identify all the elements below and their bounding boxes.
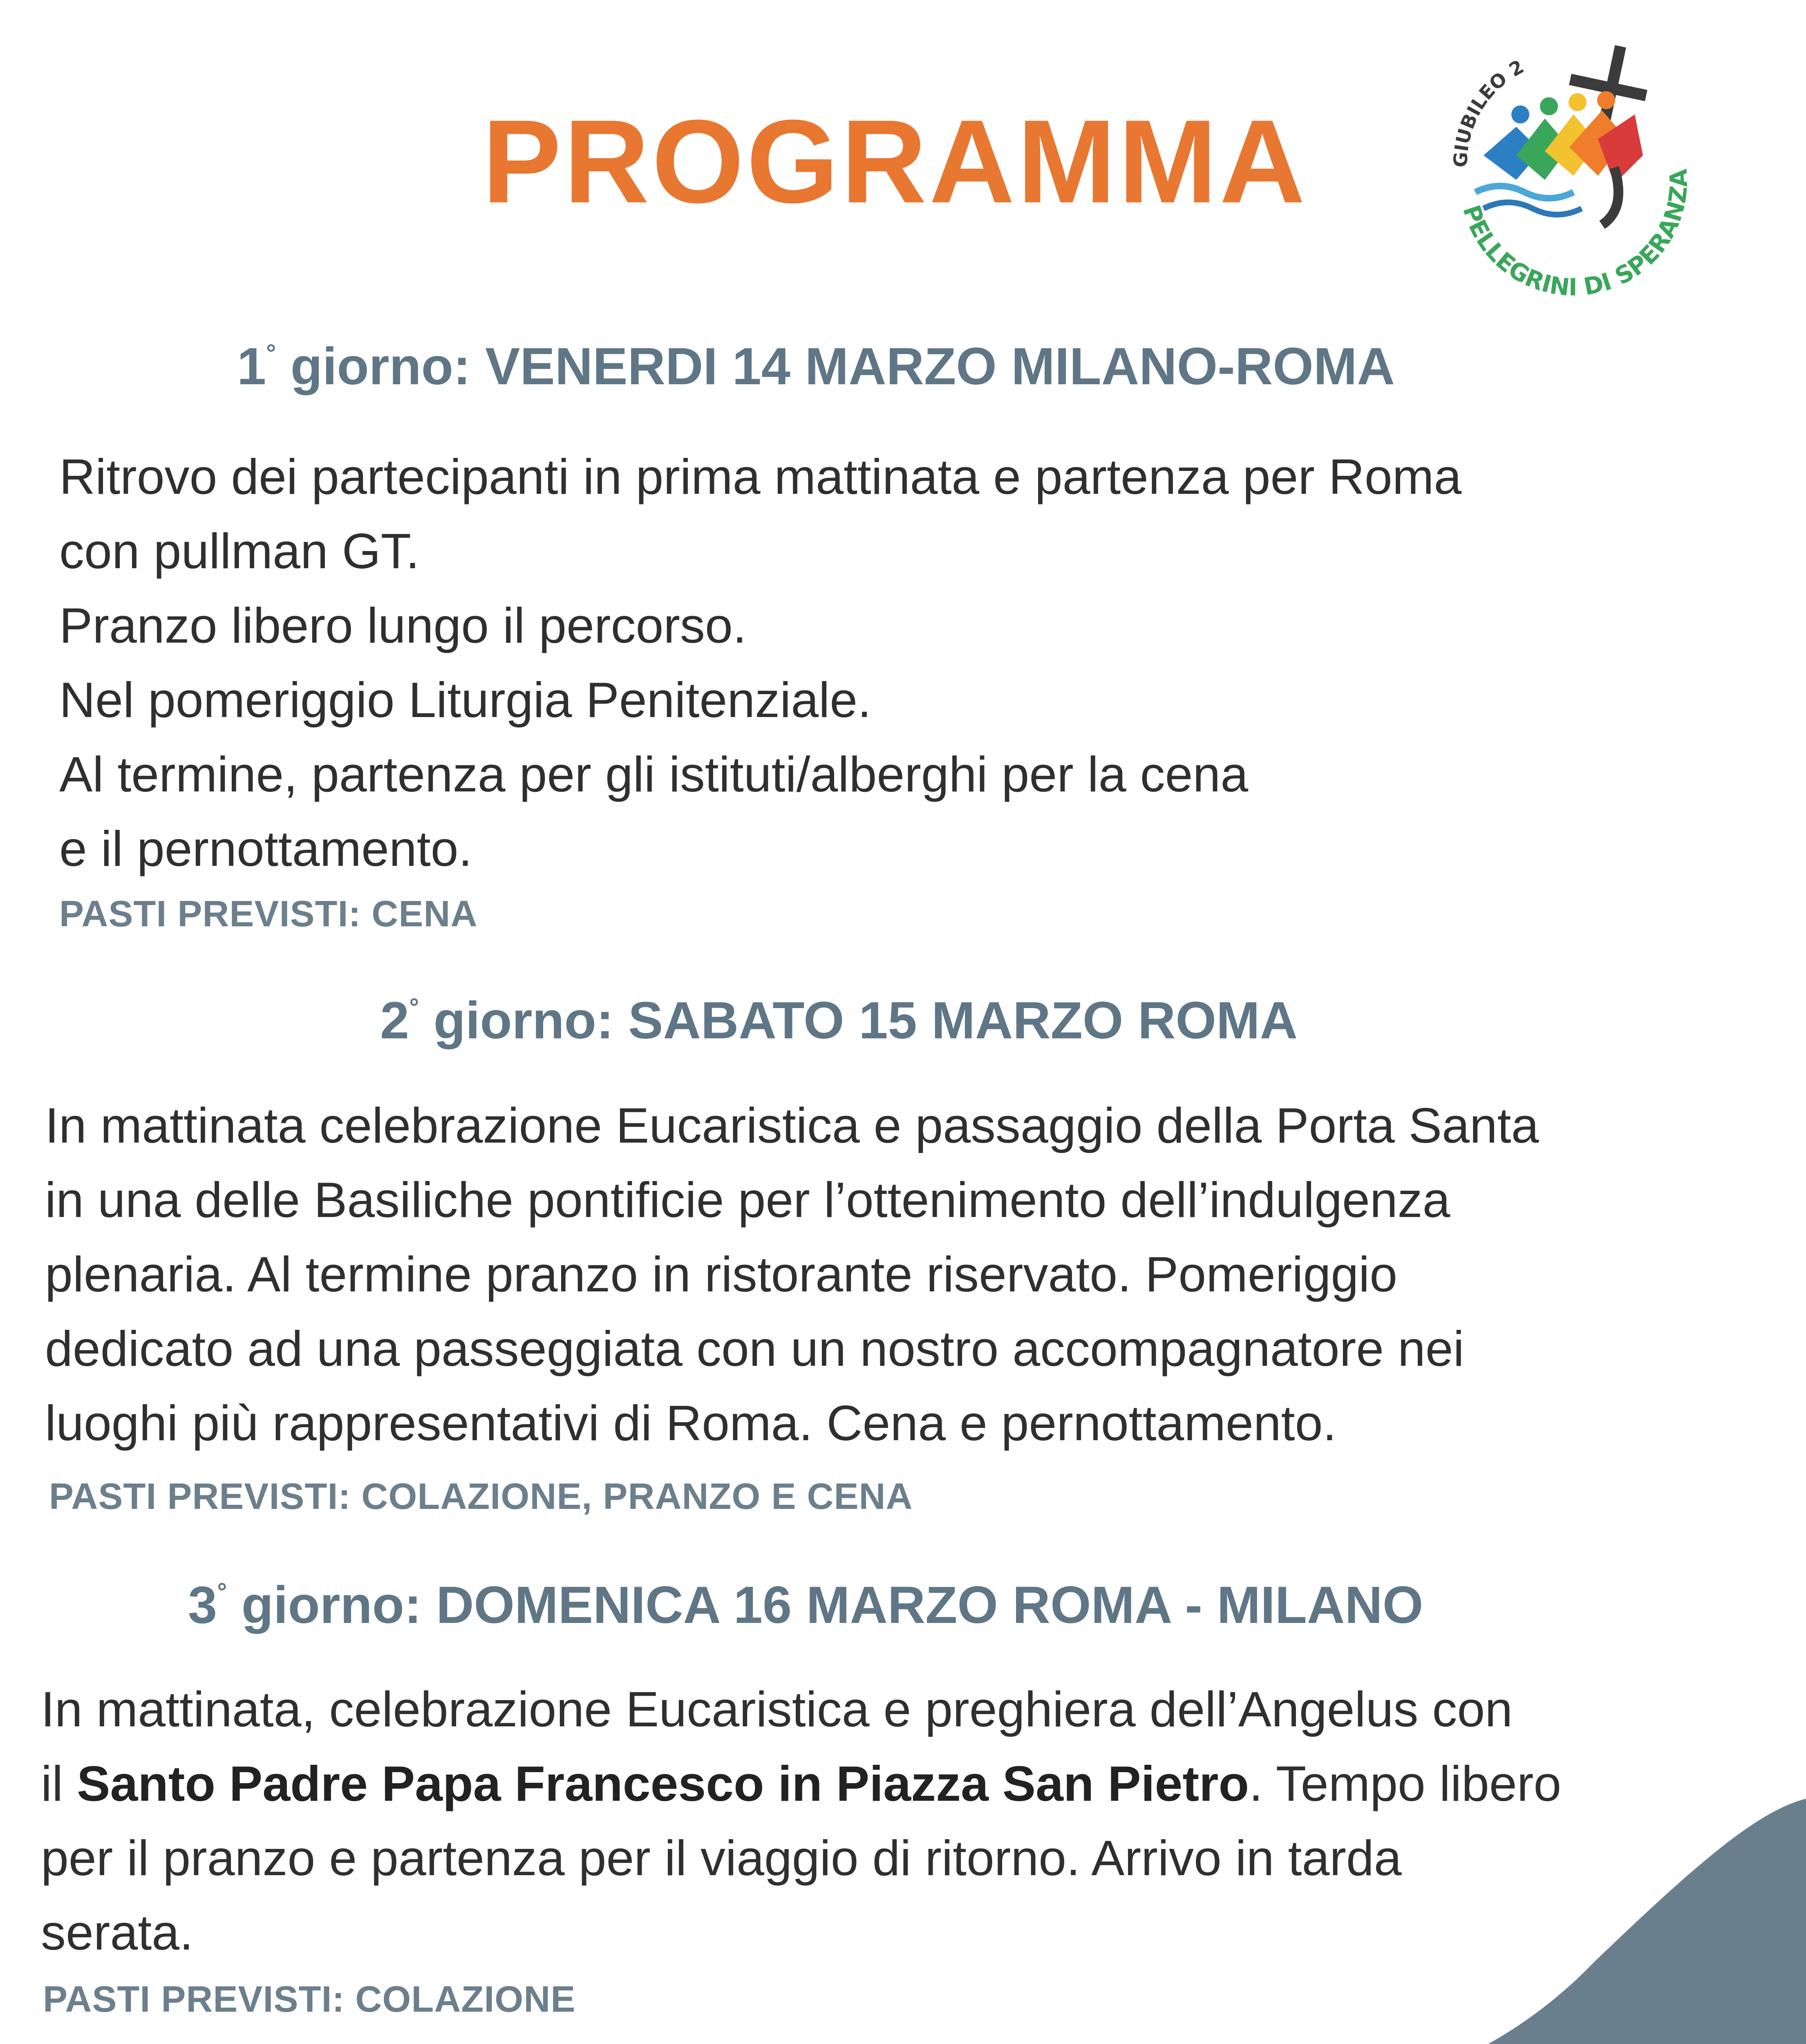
description-line: luoghi più rappresentativi di Roma. Cena e pernottamento.	[45, 1395, 1337, 1451]
description-line: Ritrovo dei partecipanti in prima mattinata e partenza per Roma	[59, 449, 1462, 504]
description-line: Pranzo libero lungo il percorso.	[59, 598, 747, 653]
day-2-number: 2	[380, 991, 410, 1050]
description-line: dedicato ad una passeggiata con un nostro accompagnatore nei	[45, 1321, 1464, 1376]
day-2-heading-text: giorno: SABATO 15 MARZO ROMA	[419, 991, 1298, 1050]
line-prefix: il	[41, 1756, 77, 1811]
day-1-description	[59, 439, 1461, 886]
description-line	[41, 1746, 1561, 1821]
jubilee-logo	[1422, 33, 1716, 319]
page-title: PROGRAMMA	[482, 95, 1308, 228]
day-2-meals: PASTI PREVISTI: COLAZIONE, PRANZO E CENA	[49, 1476, 913, 1517]
description-line: In mattinata, celebrazione Eucaristica e preghiera dell’Angelus con	[41, 1681, 1513, 1737]
description-line: Al termine, partenza per gli istituti/alberghi per la cena	[59, 746, 1249, 802]
jubilee-top-text: GIUBILEO 2	[1449, 55, 1528, 168]
day-1-heading	[237, 335, 1395, 398]
day-3-description	[41, 1672, 1561, 1970]
description-line: serata.	[41, 1905, 193, 1960]
description-line: Nel pomeriggio Liturgia Penitenziale.	[59, 672, 872, 728]
day-3-heading	[188, 1574, 1423, 1637]
description-line: con pullman GT.	[59, 523, 420, 579]
degree-sign: °	[217, 1578, 227, 1605]
jubilee-bottom-text: PELLEGRINI DI SPERANZA	[1457, 168, 1693, 302]
day-1-heading-text: giorno: VENERDI 14 MARZO MILANO-ROMA	[276, 337, 1395, 396]
degree-sign: °	[266, 339, 276, 367]
day-2-description	[45, 1088, 1539, 1460]
jubilee-cross-anchor-icon	[1422, 33, 1716, 319]
day-3-number: 3	[188, 1576, 217, 1634]
description-line: in una delle Basiliche pontificie per l’ottenimento dell’indulgenza	[45, 1172, 1450, 1228]
day-1-meals: PASTI PREVISTI: CENA	[59, 894, 478, 935]
degree-sign: °	[409, 993, 419, 1021]
day-2-heading	[380, 989, 1298, 1052]
description-line: plenaria. Al termine pranzo in ristorante riservato. Pomeriggio	[45, 1246, 1398, 1302]
day-3-meals: PASTI PREVISTI: COLAZIONE	[43, 1979, 576, 2020]
day-3-heading-text: giorno: DOMENICA 16 MARZO ROMA - MILANO	[227, 1576, 1423, 1634]
line-suffix: . Tempo libero	[1249, 1756, 1562, 1811]
day-1-number: 1	[237, 337, 266, 396]
description-line: e il pernottamento.	[59, 821, 472, 876]
description-line: In mattinata celebrazione Eucaristica e passaggio della Porta Santa	[45, 1098, 1539, 1153]
highlight-text: Santo Padre Papa Francesco in Piazza San Pietro	[77, 1756, 1249, 1811]
description-line: per il pranzo e partenza per il viaggio di ritorno. Arrivo in tarda	[41, 1830, 1402, 1886]
